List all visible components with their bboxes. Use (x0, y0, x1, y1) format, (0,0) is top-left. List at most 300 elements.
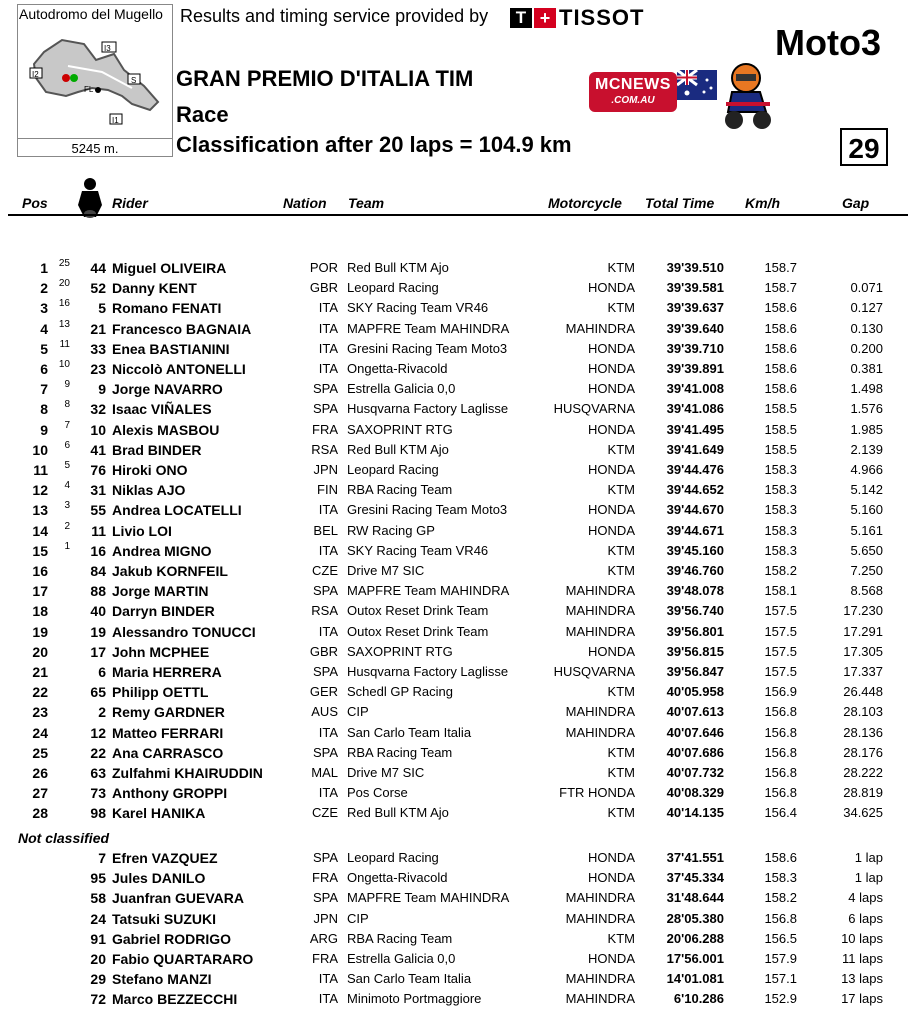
nation-cell: GBR (309, 280, 338, 296)
gap-cell: 28.176 (843, 744, 883, 760)
team-cell: Leopard Racing (347, 280, 439, 296)
rider-name-cell: Karel HANIKA (112, 805, 206, 822)
speed-cell: 156.8 (764, 744, 797, 760)
team-cell: San Carlo Team Italia (347, 971, 472, 987)
speed-cell: 158.3 (764, 502, 797, 518)
not-classified-row (0, 929, 917, 949)
rider-number-cell: 41 (90, 441, 106, 458)
gap-cell: 28.103 (843, 704, 883, 720)
nation-cell: CZE (312, 563, 338, 578)
result-row (0, 561, 917, 581)
map-text-i3: I3 (104, 44, 111, 53)
gap-cell: 4.966 (850, 462, 883, 477)
rider-number-cell: 29 (90, 971, 106, 988)
rider-name-cell: Philipp OETTL (112, 684, 209, 701)
nation-cell: ITA (318, 991, 338, 1007)
rider-number-cell: 21 (90, 320, 106, 337)
rider-name-cell: Remy GARDNER (112, 704, 225, 721)
position-cell: 23 (32, 704, 48, 721)
result-row (0, 339, 917, 359)
motorcycle-cell: HONDA (588, 951, 635, 966)
result-row (0, 480, 917, 500)
gap-cell: 0.071 (850, 280, 883, 296)
gap-cell: 4 laps (848, 890, 883, 906)
gap-cell: 17.305 (843, 643, 883, 659)
position-cell: 2 (40, 280, 48, 297)
motorcycle-cell: HUSQVARNA (553, 664, 635, 679)
total-time-cell: 6'10.286 (673, 991, 724, 1007)
total-time-cell: 39'39.710 (666, 340, 724, 356)
points-cell: 16 (58, 298, 70, 310)
motorcycle-cell: KTM (607, 684, 635, 700)
gap-cell: 5.161 (850, 522, 883, 538)
speed-cell: 157.5 (764, 664, 797, 679)
total-time-cell: 39'39.640 (666, 320, 724, 336)
rider-name-cell: Matteo FERRARI (112, 724, 224, 741)
position-cell: 26 (32, 765, 48, 781)
motorcycle-cell: KTM (607, 563, 635, 578)
motorcycle-cell: KTM (607, 930, 635, 946)
position-cell: 27 (32, 785, 48, 802)
nation-cell: ITA (318, 502, 338, 518)
team-cell: Drive M7 SIC (347, 563, 425, 578)
motorcycle-cell: KTM (607, 441, 635, 457)
mcnews-logo (589, 72, 677, 112)
speed-cell: 158.5 (764, 441, 797, 457)
rider-name-cell: Andrea LOCATELLI (112, 502, 242, 519)
points-cell: 9 (64, 379, 70, 391)
rider-name-cell: Jorge NAVARRO (112, 381, 223, 398)
speed-cell: 158.6 (764, 381, 797, 397)
nation-cell: RSA (311, 441, 338, 457)
result-row (0, 359, 917, 379)
rider-number-cell: 23 (90, 361, 106, 377)
points-cell: 20 (58, 278, 70, 290)
rider-name-cell: Juanfran GUEVARA (112, 890, 244, 907)
rider-number-cell: 73 (90, 785, 106, 802)
nation-cell: JPN (313, 910, 338, 926)
team-cell: Ongetta-Rivacold (347, 870, 448, 886)
nation-cell: BEL (313, 522, 338, 538)
total-time-cell: 39'39.891 (666, 361, 724, 376)
rider-number-cell: 58 (90, 890, 106, 907)
rider-number-cell: 2 (98, 704, 106, 721)
rider-name-cell: John MCPHEE (112, 643, 210, 660)
col-header-gap: Gap (842, 195, 870, 211)
rider-name-cell: Miguel OLIVEIRA (112, 260, 227, 276)
speed-cell: 156.9 (764, 684, 797, 700)
nation-cell: ITA (318, 542, 338, 558)
team-cell: Red Bull KTM Ajo (347, 441, 449, 457)
col-header-rider: Rider (112, 195, 148, 211)
motorcycle-cell: MAHINDRA (565, 603, 635, 619)
result-row (0, 803, 917, 823)
speed-cell: 158.3 (764, 482, 797, 498)
nation-cell: SPA (312, 890, 338, 906)
rider-name-cell: Tatsuki SUZUKI (112, 910, 216, 927)
position-cell: 17 (32, 583, 48, 600)
gap-cell: 0.127 (850, 300, 883, 316)
result-row (0, 743, 917, 763)
gap-cell: 34.625 (843, 805, 883, 821)
position-cell: 28 (32, 805, 48, 822)
speed-cell: 158.6 (764, 850, 797, 865)
result-row (0, 521, 917, 541)
nation-cell: FIN (317, 482, 338, 498)
provider-text: Results and timing service provided by (180, 6, 489, 26)
rider-name-cell: Darryn BINDER (112, 603, 215, 620)
team-cell: Husqvarna Factory Laglisse (347, 664, 509, 679)
speed-cell: 152.9 (764, 991, 797, 1007)
mcnews-logo-line1: MCNEWS (595, 76, 671, 93)
speed-cell: 158.7 (764, 260, 797, 275)
team-cell: Red Bull KTM Ajo (347, 805, 449, 821)
speed-cell: 158.6 (764, 340, 797, 356)
points-cell: 5 (64, 460, 70, 471)
result-row (0, 278, 917, 298)
motorcycle-cell: MAHINDRA (565, 991, 635, 1007)
team-cell: Gresini Racing Team Moto3 (347, 502, 508, 518)
motorcycle-cell: HONDA (588, 870, 635, 886)
position-cell: 3 (40, 300, 48, 317)
team-cell: Drive M7 SIC (347, 765, 425, 780)
circuit-name: Autodromo del Mugello (19, 6, 163, 22)
nation-cell: ARG (309, 930, 338, 946)
nation-cell: GER (309, 684, 338, 700)
total-time-cell: 39'44.671 (666, 522, 724, 538)
team-cell: MAPFRE Team MAHINDRA (347, 320, 510, 336)
motorcycle-cell: KTM (607, 765, 635, 780)
team-cell: Pos Corse (347, 785, 408, 801)
points-cell: 3 (64, 500, 70, 512)
motorcycle-cell: HONDA (588, 643, 635, 659)
nation-cell: ITA (318, 623, 338, 639)
rider-number-cell: 95 (90, 870, 106, 887)
speed-cell: 158.3 (764, 542, 797, 558)
rider-number-cell: 24 (90, 910, 106, 927)
gap-cell: 1.498 (850, 381, 883, 397)
team-cell: Red Bull KTM Ajo (347, 260, 449, 275)
not-classified-row (0, 888, 917, 908)
rider-number-cell: 52 (90, 280, 106, 297)
motorcycle-cell: HONDA (588, 850, 635, 865)
position-cell: 13 (32, 502, 48, 519)
not-classified-heading: Not classified (18, 830, 110, 846)
australian-flag-icon (677, 70, 717, 100)
speed-cell: 157.9 (764, 951, 797, 966)
total-time-cell: 39'41.495 (666, 421, 724, 437)
rider-number-cell: 16 (90, 542, 106, 559)
team-cell: MAPFRE Team MAHINDRA (347, 583, 510, 599)
col-header-team: Team (348, 195, 385, 211)
team-cell: RW Racing GP (347, 522, 435, 538)
speed-cell: 156.4 (764, 805, 797, 821)
motorcycle-cell: MAHINDRA (565, 583, 635, 599)
motorcycle-rider-icon (70, 177, 110, 219)
motorcycle-cell: KTM (607, 300, 635, 316)
team-cell: RBA Racing Team (347, 930, 453, 946)
rider-number-cell: 72 (90, 991, 106, 1008)
position-cell: 4 (40, 320, 48, 337)
rider-number-cell: 17 (90, 643, 106, 660)
result-row (0, 581, 917, 601)
total-time-cell: 39'48.078 (666, 583, 724, 599)
team-cell: Ongetta-Rivacold (347, 361, 448, 376)
not-classified-row (0, 949, 917, 969)
gap-cell: 5.142 (850, 482, 883, 498)
motorcycle-cell: HONDA (588, 421, 635, 437)
rider-number-cell: 55 (90, 502, 106, 519)
total-time-cell: 39'39.581 (666, 280, 724, 296)
nation-cell: SPA (312, 583, 338, 599)
nation-cell: ITA (318, 320, 338, 336)
total-time-cell: 31'48.644 (666, 890, 724, 906)
nation-cell: CZE (312, 805, 338, 821)
motorcycle-cell: KTM (607, 744, 635, 760)
position-cell: 25 (32, 744, 48, 761)
total-time-cell: 37'45.334 (666, 870, 724, 886)
rider-number-cell: 19 (90, 623, 106, 640)
motorcycle-cell: MAHINDRA (565, 704, 635, 720)
nation-cell: SPA (312, 401, 338, 417)
team-cell: SAXOPRINT RTG (347, 643, 453, 659)
result-row (0, 682, 917, 702)
motorcycle-cell: MAHINDRA (565, 724, 635, 740)
position-cell: 8 (40, 401, 48, 418)
header-divider (8, 214, 908, 216)
speed-cell: 158.3 (764, 870, 797, 886)
nation-cell: RSA (311, 603, 338, 619)
rider-number-cell: 10 (90, 421, 106, 438)
total-time-cell: 17'56.001 (666, 951, 724, 966)
rider-name-cell: Brad BINDER (112, 441, 202, 458)
speed-cell: 157.5 (764, 643, 797, 659)
rider-name-cell: Maria HERRERA (112, 664, 222, 680)
points-cell: 1 (64, 540, 70, 552)
rider-name-cell: Zulfahmi KHAIRUDDIN (112, 765, 263, 781)
team-cell: RBA Racing Team (347, 482, 453, 498)
position-cell: 5 (40, 340, 48, 357)
speed-cell: 158.6 (764, 300, 797, 316)
rider-number-cell: 40 (90, 603, 106, 620)
gap-cell: 17.230 (843, 603, 883, 619)
motorcycle-cell: HONDA (588, 462, 635, 477)
position-cell: 9 (40, 421, 48, 438)
team-cell: SKY Racing Team VR46 (347, 300, 489, 316)
gap-cell: 17.337 (843, 664, 883, 679)
speed-cell: 157.5 (764, 603, 797, 619)
gap-cell: 28.222 (843, 765, 883, 780)
gap-cell: 1.576 (850, 401, 883, 417)
rider-name-cell: Isaac VIÑALES (112, 401, 212, 418)
result-row (0, 500, 917, 520)
position-cell: 18 (32, 603, 48, 620)
points-cell: 25 (58, 258, 70, 269)
total-time-cell: 39'56.847 (666, 664, 724, 679)
speed-cell: 157.1 (764, 971, 797, 987)
nation-cell: SPA (312, 850, 338, 865)
rider-number-cell: 33 (90, 340, 106, 357)
rider-number-cell: 32 (90, 401, 106, 418)
rider-number-cell: 88 (90, 583, 106, 600)
total-time-cell: 39'44.476 (666, 462, 724, 477)
points-cell: 11 (59, 338, 70, 350)
nation-cell: ITA (318, 361, 338, 376)
position-cell: 7 (40, 381, 48, 398)
col-header-pos: Pos (22, 195, 48, 211)
motorcycle-cell: KTM (607, 805, 635, 821)
gap-cell: 17 laps (841, 991, 883, 1007)
total-time-cell: 39'41.008 (666, 381, 724, 397)
team-cell: Outox Reset Drink Team (347, 603, 489, 619)
speed-cell: 158.6 (764, 320, 797, 336)
rider-number-cell: 84 (90, 563, 106, 579)
total-time-cell: 28'05.380 (666, 910, 724, 926)
result-row (0, 258, 917, 278)
speed-cell: 156.8 (764, 785, 797, 801)
points-cell: 13 (58, 318, 70, 330)
gap-cell: 17.291 (843, 623, 883, 639)
rider-name-cell: Jules DANILO (112, 870, 206, 887)
classification-title: Classification after 20 laps = 104.9 km (176, 132, 572, 157)
total-time-cell: 40'07.732 (666, 765, 724, 780)
result-row (0, 399, 917, 419)
position-cell: 12 (32, 482, 48, 499)
motorcycle-cell: FTR HONDA (559, 785, 635, 801)
points-cell: 2 (64, 520, 70, 532)
rider-name-cell: Alexis MASBOU (112, 421, 220, 438)
total-time-cell: 39'39.637 (666, 300, 724, 316)
motorcycle-cell: MAHINDRA (565, 623, 635, 639)
gap-cell: 5.650 (850, 542, 883, 558)
rider-number-cell: 12 (90, 724, 106, 741)
tissot-wordmark: TISSOT (559, 5, 645, 30)
gap-cell: 28.819 (843, 785, 883, 801)
team-cell: Schedl GP Racing (347, 684, 453, 700)
motorcycle-cell: HONDA (588, 361, 635, 376)
col-header-total-time: Total Time (645, 195, 715, 211)
result-row (0, 642, 917, 662)
total-time-cell: 40'14.135 (666, 805, 724, 821)
total-time-cell: 39'56.801 (666, 623, 724, 639)
total-time-cell: 39'41.086 (666, 401, 724, 417)
rider-name-cell: Stefano MANZI (112, 971, 212, 988)
result-row (0, 298, 917, 318)
col-header-nation: Nation (283, 195, 327, 211)
total-time-cell: 39'39.510 (666, 260, 724, 275)
col-header-motorcycle: Motorcycle (548, 195, 622, 211)
rider-number-cell: 5 (98, 300, 106, 317)
speed-cell: 156.8 (764, 910, 797, 926)
total-time-cell: 39'56.740 (666, 603, 724, 619)
motorcycle-cell: MAHINDRA (565, 910, 635, 926)
speed-cell: 157.5 (764, 623, 797, 639)
speed-cell: 156.5 (764, 930, 797, 946)
gap-cell: 13 laps (841, 971, 883, 987)
total-time-cell: 40'07.686 (666, 744, 724, 760)
team-cell: Estrella Galicia 0,0 (347, 381, 456, 397)
result-row (0, 622, 917, 642)
position-cell: 11 (33, 462, 48, 478)
gap-cell: 0.200 (850, 340, 883, 356)
total-time-cell: 40'05.958 (666, 684, 724, 700)
speed-cell: 158.6 (764, 361, 797, 376)
gap-cell: 10 laps (841, 930, 883, 946)
total-time-cell: 40'07.613 (666, 704, 724, 720)
nation-cell: FRA (312, 870, 338, 886)
team-cell: San Carlo Team Italia (347, 724, 472, 740)
speed-cell: 158.2 (764, 563, 797, 578)
rider-number-cell: 31 (90, 482, 106, 499)
rider-number-cell: 6 (98, 664, 106, 680)
result-row (0, 319, 917, 339)
col-header-kmh: Km/h (745, 195, 780, 211)
rider-name-cell: Enea BASTIANINI (112, 340, 230, 357)
position-cell: 10 (32, 441, 48, 458)
speed-cell: 158.3 (764, 522, 797, 538)
rider-name-cell: Anthony GROPPI (112, 785, 228, 802)
rider-name-cell: Livio LOI (112, 522, 172, 539)
map-text-s: S (131, 76, 137, 85)
gap-cell: 8.568 (850, 583, 883, 599)
team-cell: Outox Reset Drink Team (347, 623, 489, 639)
nation-cell: ITA (318, 300, 338, 316)
position-cell: 24 (32, 724, 48, 741)
rider-number-cell: 44 (90, 260, 106, 276)
map-text-i2: I2 (32, 70, 39, 79)
gap-cell: 0.130 (850, 320, 883, 336)
total-time-cell: 39'41.649 (666, 441, 724, 457)
nation-cell: GBR (309, 643, 338, 659)
team-cell: Gresini Racing Team Moto3 (347, 340, 508, 356)
nation-cell: JPN (313, 462, 338, 477)
not-classified-row (0, 848, 917, 868)
result-row (0, 783, 917, 803)
points-cell: 8 (64, 399, 70, 411)
rider-name-cell: Andrea MIGNO (112, 542, 212, 559)
nation-cell: SPA (312, 381, 338, 397)
position-cell: 20 (32, 643, 48, 660)
nation-cell: MAL (311, 765, 338, 780)
speed-cell: 158.2 (764, 890, 797, 906)
total-time-cell: 20'06.288 (666, 930, 724, 946)
motorcycle-cell: HONDA (588, 340, 635, 356)
rider-cartoon-icon (718, 60, 778, 132)
team-cell: Leopard Racing (347, 850, 439, 865)
nation-cell: ITA (318, 724, 338, 740)
gap-cell: 1 lap (854, 850, 883, 865)
position-cell: 16 (32, 563, 48, 579)
motorcycle-cell: HONDA (588, 522, 635, 538)
total-time-cell: 39'44.652 (666, 482, 724, 498)
nation-cell: POR (309, 260, 338, 275)
nation-cell: ITA (318, 785, 338, 801)
total-time-cell: 14'01.081 (666, 971, 724, 987)
result-row (0, 460, 917, 480)
gap-cell: 28.136 (843, 724, 883, 740)
total-time-cell: 40'08.329 (666, 785, 724, 801)
team-cell: Minimoto Portmaggiore (347, 991, 482, 1007)
points-cell: 4 (64, 480, 70, 492)
gap-cell: 11 laps (842, 951, 883, 966)
motorcycle-cell: KTM (607, 542, 635, 558)
rider-number-cell: 20 (90, 951, 106, 967)
speed-cell: 156.8 (764, 704, 797, 720)
rider-number-cell: 22 (90, 744, 106, 761)
points-cell: 10 (58, 359, 70, 370)
team-cell: SAXOPRINT RTG (347, 421, 453, 437)
rider-number-cell: 9 (98, 381, 106, 398)
